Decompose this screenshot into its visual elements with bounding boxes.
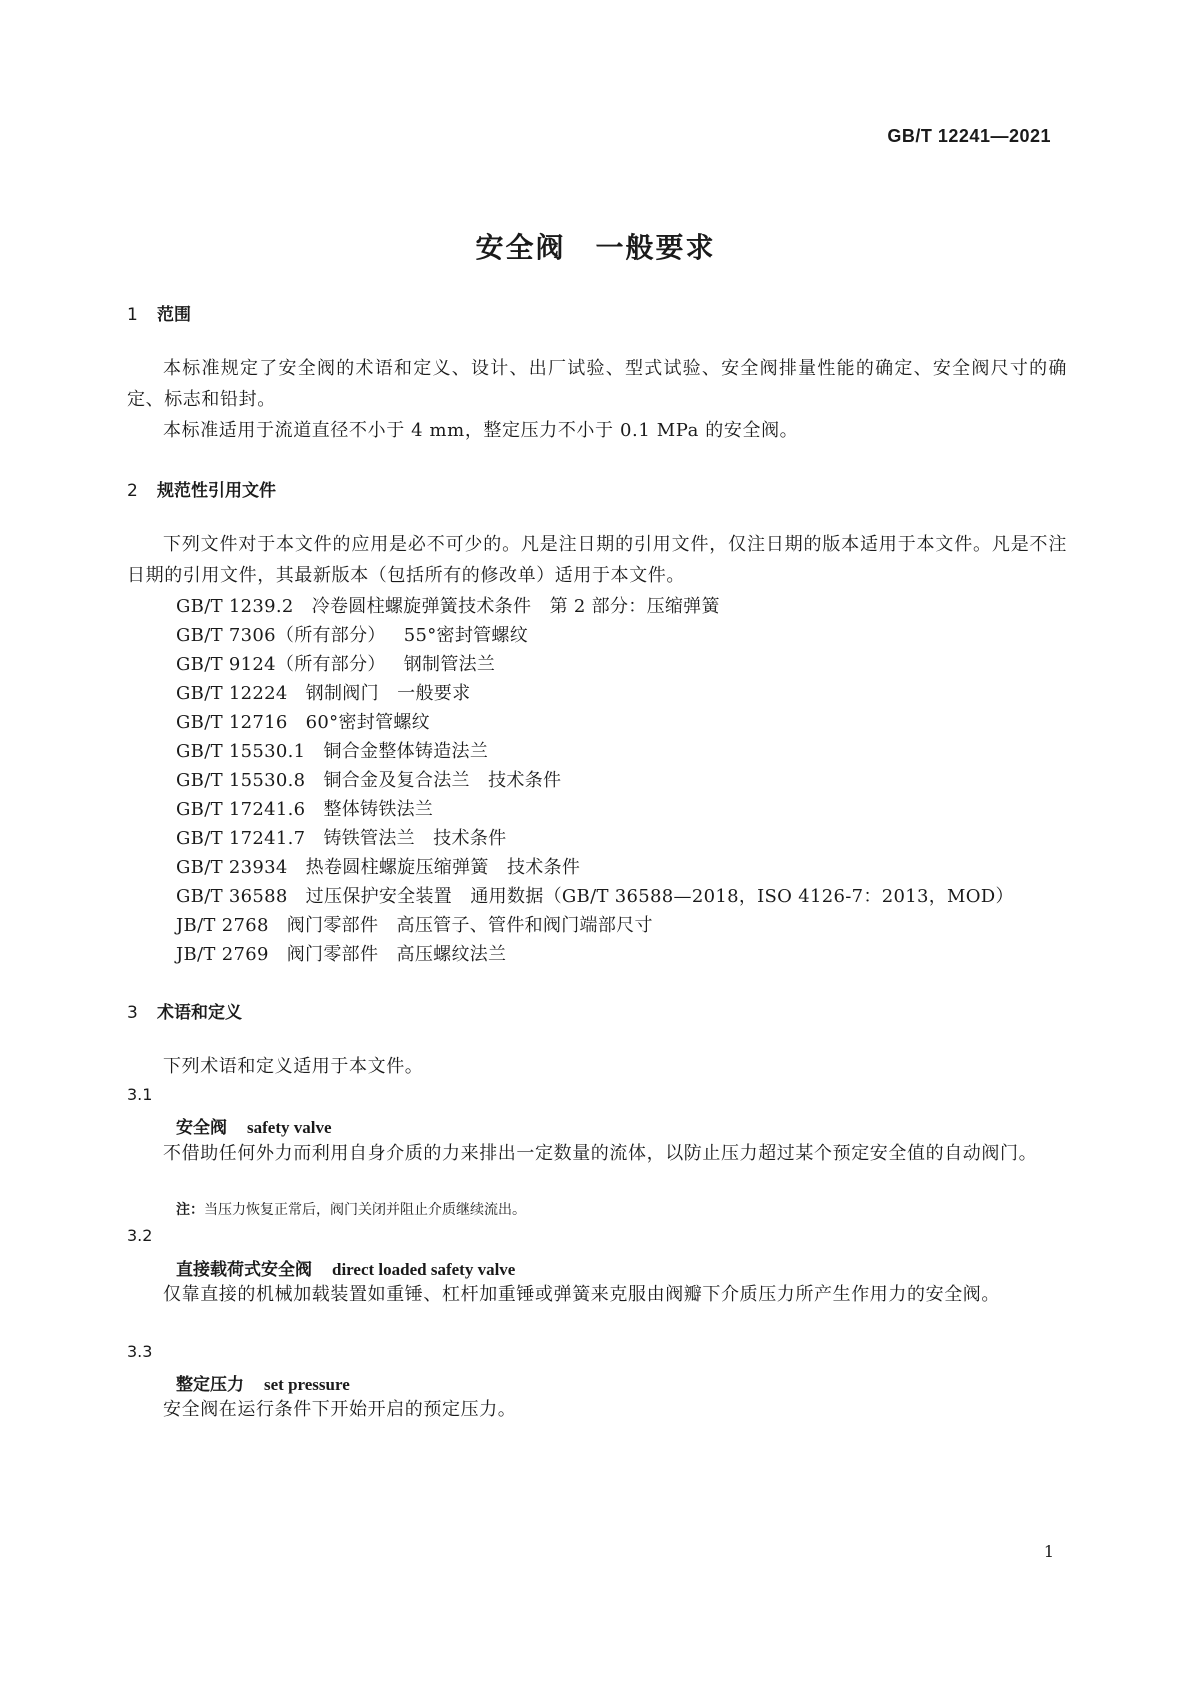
reference-code: JB/T 2768 — [176, 915, 269, 936]
section-title: 范围 — [157, 305, 191, 325]
reference-item — [176, 737, 488, 763]
reference-item — [176, 795, 433, 821]
reference-title: 铜合金及复合法兰 技术条件 — [323, 770, 562, 791]
reference-code: GB/T 15530.8 — [176, 770, 306, 791]
reference-title: 55°密封管螺纹 — [403, 625, 529, 646]
note-label: 注： — [176, 1202, 204, 1218]
reference-item — [176, 766, 561, 792]
term-name-zh: 安全阀 — [176, 1118, 227, 1138]
reference-item — [176, 824, 506, 850]
reference-title: 整体铸铁法兰 — [323, 799, 434, 820]
term-definition: 不借助任何外力而利用自身介质的力来排出一定数量的流体，以防止压力超过某个预定安全值的自动阀门。 — [163, 1143, 1038, 1164]
term-number: 3.3 — [127, 1342, 153, 1361]
page-number: 1 — [1043, 1542, 1054, 1561]
term-name-zh: 直接载荷式安全阀 — [176, 1260, 312, 1280]
scope-paragraph-1: 本标准规定了安全阀的术语和定义、设计、出厂试验、型式试验、安全阀排量性能的确定、安全阀尺寸的确定、标志和铅封。 — [127, 358, 1067, 410]
term-name-en: direct loaded safety valve — [332, 1260, 516, 1279]
term-note — [176, 1199, 526, 1219]
section-title: 术语和定义 — [157, 1003, 242, 1023]
reference-code: GB/T 17241.6 — [176, 799, 306, 820]
reference-title: 冷卷圆柱螺旋弹簧技术条件 第 2 部分：压缩弹簧 — [311, 596, 720, 617]
reference-title: 热卷圆柱螺旋压缩弹簧 技术条件 — [305, 857, 581, 878]
reference-code: GB/T 9124（所有部分） — [176, 654, 386, 675]
standard-code: GB/T 12241—2021 — [887, 126, 1051, 146]
reference-item — [176, 592, 720, 618]
term-name — [176, 1113, 332, 1138]
reference-item — [176, 882, 1014, 908]
reference-title: 阀门零部件 高压螺纹法兰 — [286, 944, 507, 965]
reference-title: 60°密封管螺纹 — [305, 712, 430, 733]
reference-title: 铜合金整体铸造法兰 — [323, 741, 489, 762]
note-text: 当压力恢复正常后，阀门关闭并阻止介质继续流出。 — [204, 1202, 526, 1218]
reference-code: GB/T 15530.1 — [176, 741, 306, 762]
terms-intro: 下列术语和定义适用于本文件。 — [163, 1056, 424, 1077]
reference-title: 阀门零部件 高压管子、管件和阀门端部尺寸 — [286, 915, 653, 936]
reference-code: JB/T 2769 — [176, 944, 269, 965]
section-number: 2 — [127, 481, 138, 501]
reference-item — [176, 621, 528, 647]
section-number: 3 — [127, 1003, 138, 1023]
reference-code: GB/T 36588 — [176, 886, 288, 907]
section-heading-scope — [127, 300, 191, 325]
reference-title: 过压保护安全装置 通用数据（GB/T 36588—2018，ISO 4126-7：2013，MOD） — [305, 886, 1014, 907]
reference-item — [176, 708, 430, 734]
section-heading-terms-definitions — [127, 998, 242, 1023]
reference-title: 钢制阀门 一般要求 — [305, 683, 471, 704]
term-number: 3.2 — [127, 1226, 153, 1245]
reference-title: 钢制管法兰 — [403, 654, 496, 675]
reference-code: GB/T 12224 — [176, 683, 288, 704]
section-number: 1 — [127, 305, 138, 325]
document-title: 安全阀 一般要求 — [475, 231, 716, 264]
normative-intro: 下列文件对于本文件的应用是必不可少的。凡是注日期的引用文件，仅注日期的版本适用于本文件。凡是不注日期的引用文件，其最新版本（包括所有的修改单）适用于本文件。 — [127, 534, 1067, 586]
scope-paragraph-2: 本标准适用于流道直径不小于 4 mm，整定压力不小于 0.1 MPa 的安全阀。 — [163, 420, 799, 441]
term-name-zh: 整定压力 — [176, 1375, 244, 1395]
term-definition: 安全阀在运行条件下开始开启的预定压力。 — [163, 1399, 517, 1420]
section-title: 规范性引用文件 — [157, 481, 276, 501]
term-name — [176, 1370, 350, 1395]
reference-item — [176, 650, 495, 676]
term-name — [176, 1255, 515, 1280]
term-name-en: set pressure — [264, 1375, 350, 1394]
reference-title: 铸铁管法兰 技术条件 — [323, 828, 507, 849]
reference-item — [176, 679, 470, 705]
reference-code: GB/T 17241.7 — [176, 828, 306, 849]
reference-code: GB/T 1239.2 — [176, 596, 294, 617]
reference-code: GB/T 7306（所有部分） — [176, 625, 386, 646]
reference-item — [176, 853, 580, 879]
term-number: 3.1 — [127, 1085, 153, 1104]
reference-item — [176, 940, 506, 966]
term-name-en: safety valve — [247, 1118, 332, 1137]
reference-code: GB/T 12716 — [176, 712, 288, 733]
section-heading-normative-references — [127, 476, 276, 501]
reference-item — [176, 911, 653, 937]
term-definition: 仅靠直接的机械加载装置如重锤、杠杆加重锤或弹簧来克服由阀瓣下介质压力所产生作用力的安全阀。 — [163, 1284, 1000, 1305]
reference-code: GB/T 23934 — [176, 857, 288, 878]
